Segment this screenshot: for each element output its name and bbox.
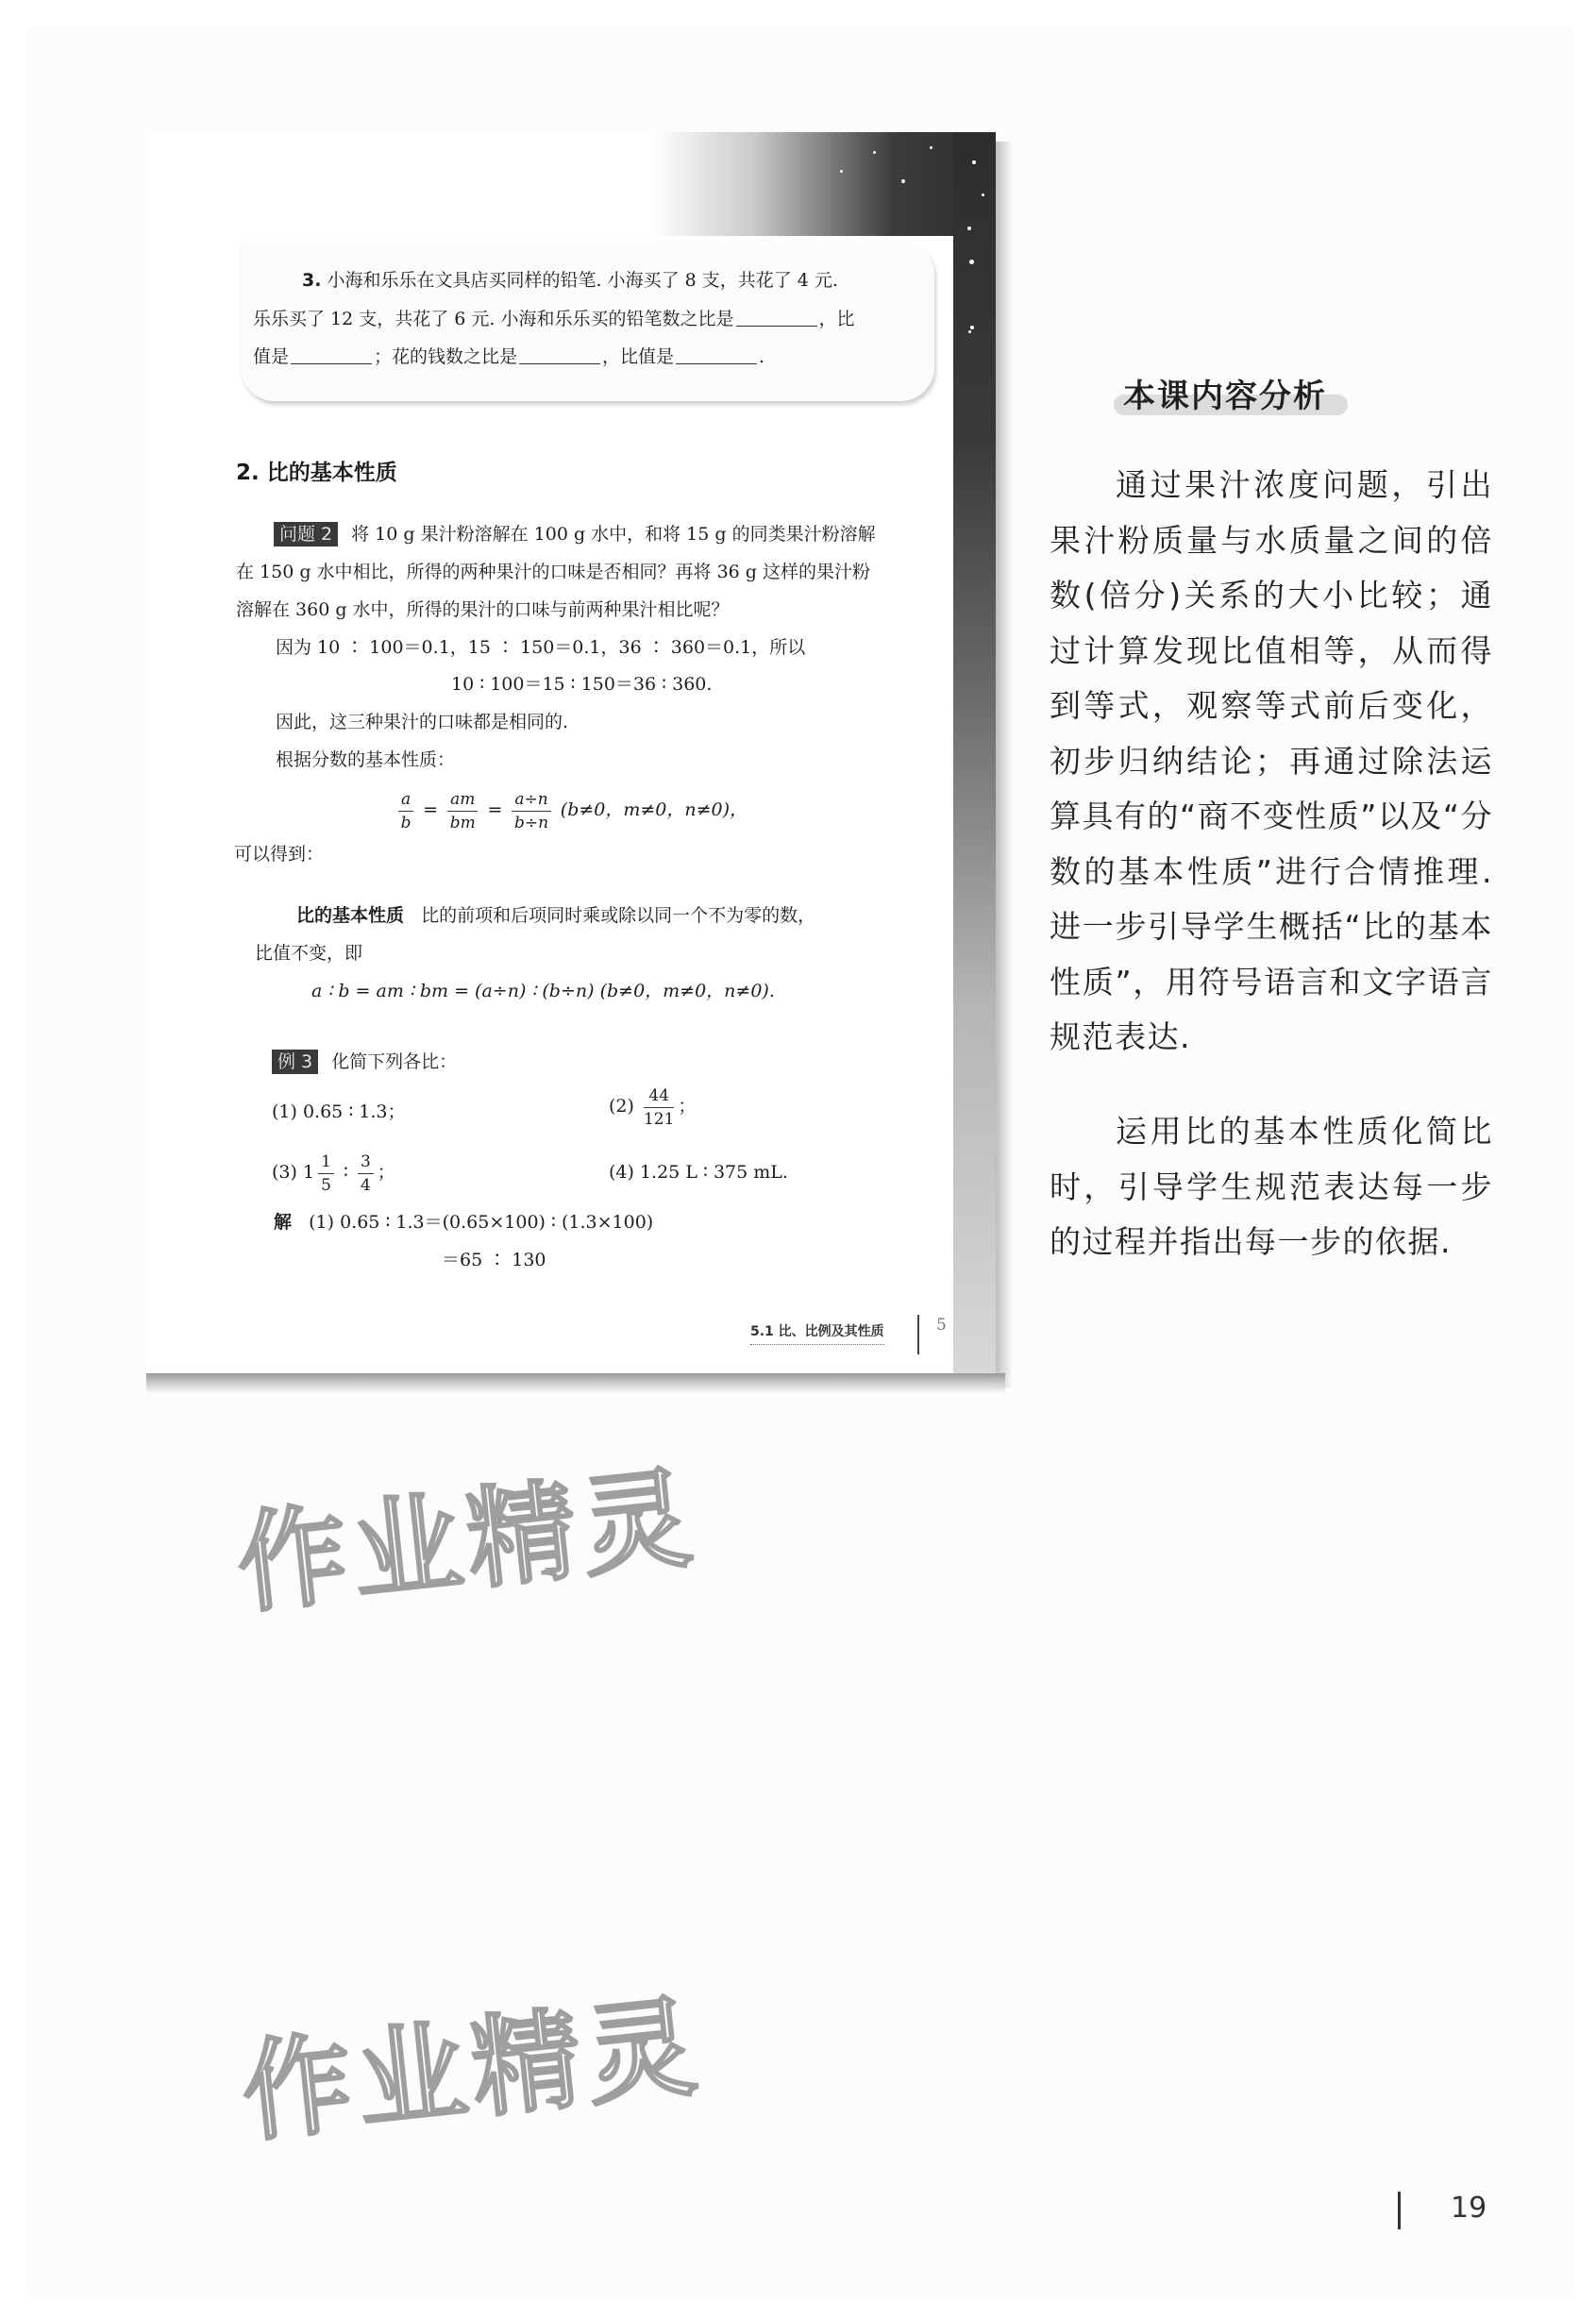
solution-line-1: 解 (1) 0.65 ∶ 1.3＝(0.65×100) ∶ (1.3×100)	[274, 1212, 654, 1233]
fraction: $\frac{3}{4}$	[358, 1151, 374, 1197]
example-item-4: (4) 1.25 L ∶ 375 mL.	[609, 1162, 788, 1183]
therefore-line: 因此，这三种果汁的口味都是相同的.	[276, 712, 569, 732]
analysis-paragraph-2: 运用比的基本性质化简比时，引导学生规范表达每一步的过程并指出每一步的依据.	[1050, 1113, 1493, 1260]
fraction-formula: $\frac{a}{b}$ = $\frac{am}{bm}$ = $\frac{a\div n}{b\div n}$ (b≠0，m≠0，n≠0)，	[395, 783, 748, 836]
page-number-divider	[1398, 2192, 1401, 2229]
fraction: $\frac{44}{121}$	[643, 1085, 675, 1129]
analysis-title: 本课内容分析	[1123, 378, 1327, 415]
property-line-2: 比值不变，即	[255, 943, 363, 964]
textbook-footer-section: 5.1 比、比例及其性质	[750, 1321, 884, 1345]
star-icon	[970, 326, 974, 329]
star-icon	[840, 170, 843, 173]
answer-blank	[676, 362, 757, 364]
page-shadow-right	[996, 142, 1013, 1387]
example-item-3: (3) 1 $\frac{1}{5}$ ∶ $\frac{3}{4}$ ；	[272, 1151, 395, 1195]
fraction-property-intro: 根据分数的基本性质：	[276, 749, 456, 770]
star-icon	[967, 227, 971, 230]
analysis-paragraph-1: 通过果汁浓度问题，引出果汁粉质量与水质量之间的倍数(倍分)关系的大小比较；通过计算发现比值相等，从而得到等式，观察等式前后变化，初步归纳结论；再通过除法运算具有的“商不变性质”以及“分数的基本性质”进行合情推理. 进一步引导学生概括“比的基本性质”，用符号语言和文字语言规范表达.	[1050, 466, 1493, 1055]
problem-line-2: 在 150 g 水中相比，所得的两种果汁的口味是否相同？再将 36 g 这样的果汁粉	[236, 562, 871, 582]
problem-line-3: 溶解在 360 g 水中，所得的果汁的口味与前两种果汁相比呢？	[236, 599, 730, 620]
page-shadow-bottom	[146, 1373, 1005, 1394]
solution-line-2: ＝65 ∶ 130	[442, 1250, 546, 1270]
problem-tag: 问题 2	[274, 522, 338, 546]
example-heading: 例 3 化简下列各比：	[272, 1043, 457, 1081]
exercise-line-1: 3. 小海和乐乐在文具店买同样的铅笔. 小海买了 8 支，共花了 4 元.	[302, 270, 838, 291]
exercise-line-3: 值是 ；花的钱数之比是 ，比值是 .	[253, 346, 765, 367]
problem-line-1: 问题 2 将 10 g 果汁粉溶解在 100 g 水中，和将 15 g 的同类果汁粉溶解	[274, 515, 876, 553]
star-icon	[968, 330, 971, 333]
star-icon	[982, 193, 984, 196]
watermark-text: 作业精灵	[231, 1454, 703, 1630]
property-formula: a ∶ b = am ∶ bm = (a÷n) ∶ (b÷n) (b≠0，m≠0，n≠0).	[311, 981, 775, 1001]
property-label: 比的基本性质	[296, 905, 405, 926]
watermark-text: 作业精灵	[236, 1982, 708, 2159]
property-statement: 比的基本性质 比的前项和后项同时乘或除以同一个不为零的数，	[296, 905, 816, 926]
fraction: $\frac{1}{5}$	[318, 1151, 334, 1197]
example-tag: 例 3	[272, 1050, 318, 1074]
example-item-1: (1) 0.65 ∶ 1.3；	[272, 1101, 406, 1122]
answer-blank	[519, 362, 600, 364]
answer-blank	[291, 362, 372, 364]
page-number: 19	[1451, 2192, 1487, 2225]
footer-divider	[917, 1315, 919, 1354]
fraction: $\frac{a\div n}{b\div n}$	[512, 788, 550, 834]
star-icon	[930, 146, 932, 149]
section-title: 2. 比的基本性质	[236, 461, 397, 485]
example-item-2: (2) $\frac{44}{121}$ ；	[609, 1085, 697, 1129]
exercise-line-2: 乐乐买了 12 支，共花了 6 元. 小海和乐乐买的铅笔数之比是 ，比	[253, 309, 855, 329]
fraction: $\frac{am}{bm}$	[447, 788, 478, 834]
textbook-page-number: 5	[936, 1316, 947, 1335]
starry-border-decoration	[953, 132, 996, 1378]
star-icon	[972, 160, 976, 164]
starry-header-decoration	[651, 132, 996, 236]
can-get-line: 可以得到：	[234, 844, 325, 865]
star-icon	[901, 179, 905, 183]
fraction: $\frac{a}{b}$	[398, 788, 413, 834]
answer-blank	[736, 325, 817, 327]
because-line: 因为 10 ∶ 100＝0.1，15 ∶ 150＝0.1，36 ∶ 360＝0.1，所以	[276, 637, 806, 658]
star-icon	[873, 151, 876, 154]
equality-line: 10 ∶ 100＝15 ∶ 150＝36 ∶ 360.	[451, 674, 713, 695]
star-icon	[969, 260, 974, 264]
